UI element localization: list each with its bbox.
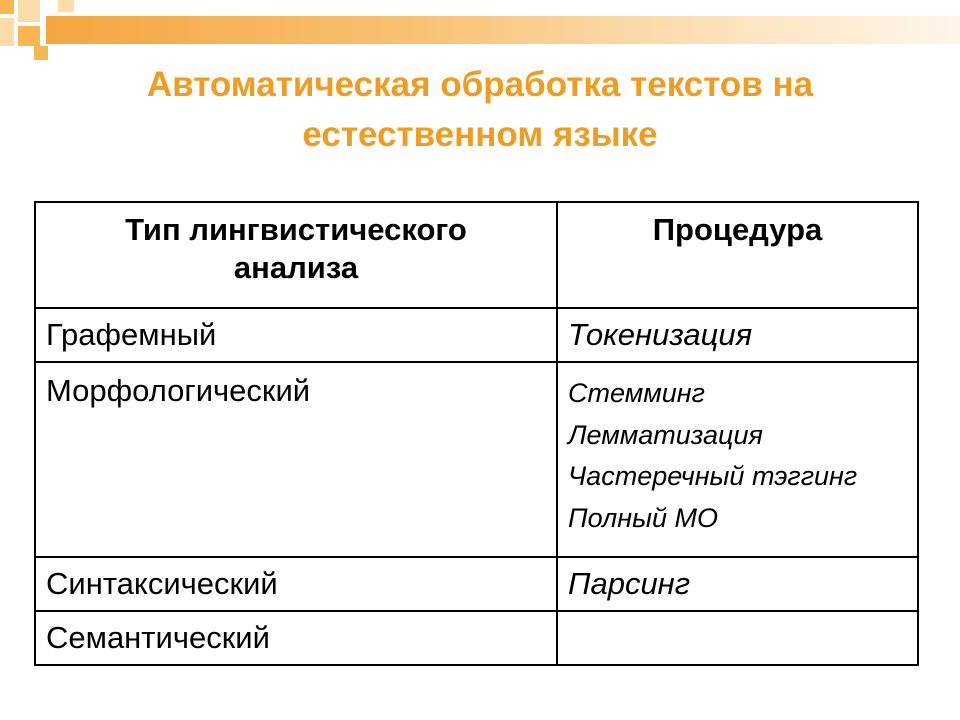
header-analysis-type — [35, 202, 557, 308]
table-row — [35, 611, 918, 665]
cell-type: Графемный — [35, 308, 557, 362]
list-item: Полный МО — [568, 502, 718, 533]
cell-procedure-empty — [557, 611, 918, 665]
title-line-2: естественном языке — [302, 115, 658, 154]
header-gradient-bar — [46, 16, 960, 44]
cell-type: Морфологический — [35, 362, 557, 557]
title-line-1: Автоматическая обработка текстов на — [146, 65, 814, 104]
table-row — [35, 557, 918, 611]
cell-type: Синтаксический — [35, 557, 557, 611]
header-type-line-2: анализа — [233, 250, 359, 285]
analysis-table — [34, 201, 919, 666]
table-row — [35, 308, 918, 362]
list-item: Стемминг — [568, 378, 705, 408]
cell-procedure: Парсинг — [557, 557, 918, 611]
header-type-line-1: Тип лингвистического — [125, 212, 467, 247]
deco-square — [0, 18, 14, 46]
deco-square — [34, 46, 48, 60]
cell-procedure — [557, 362, 918, 557]
list-item: Частеречный тэггинг — [568, 461, 858, 491]
table-row — [35, 362, 918, 557]
cell-type: Семантический — [35, 611, 557, 665]
list-item: Лемматизация — [568, 419, 763, 450]
slide-title — [40, 60, 920, 160]
deco-square — [18, 26, 40, 46]
deco-square — [0, 0, 14, 14]
deco-square — [58, 0, 74, 12]
table-header-row — [35, 202, 918, 308]
cell-procedure: Токенизация — [557, 308, 918, 362]
header-procedure: Процедура — [557, 202, 918, 308]
procedure-list — [568, 363, 907, 539]
deco-square — [18, 0, 40, 22]
